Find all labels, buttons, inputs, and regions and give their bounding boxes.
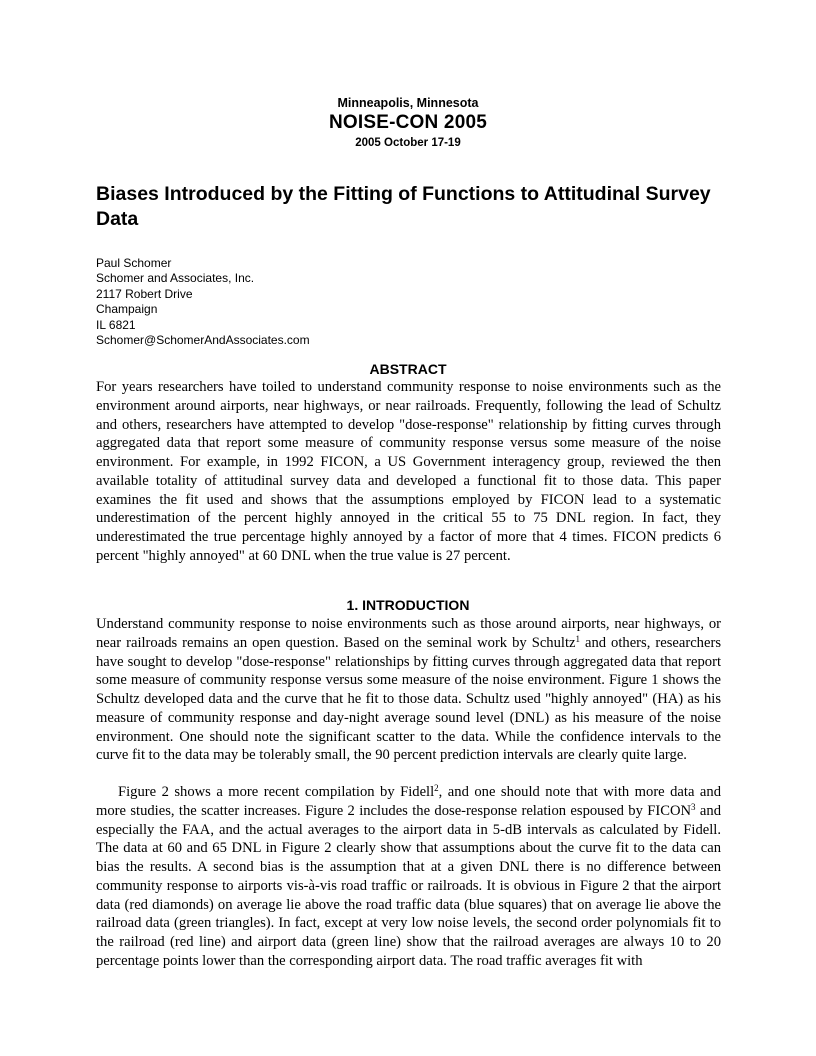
reference-1-superscript: 1: [575, 633, 580, 644]
abstract-text: For years researchers have toiled to understand community response to noise environments such as the environment around airports, near highways, or near railroads. Frequently, following the lead of Schultz and others, researchers have attempted to develop "dose-response" relationship by fitting curves through aggregated data that report some measure of community response versus some measure of the noise environment. For example, in 1992 FICON, a US Government interagency group, reviewed the then available totality of attitudinal survey data and developed a functional fit to those data. This paper examines the fit used and shows that the assumptions employed by FICON lead to a systematic underestimation of the percent highly annoyed in the critical 55 to 75 DNL region. In fact, they underestimated the true percentage highly annoyed by a factor of more that 4 times. FICON predicts 6 percent "highly annoyed" at 60 DNL when the true value is 27 percent.: [96, 379, 721, 564]
conference-name: NOISE-CON 2005: [328, 112, 488, 133]
intro-p2-text-b: , and one should note that with more data and more studies, the scatter increases. Figure 2 includes the dose-response relation espoused by FICON: [96, 784, 721, 819]
author-state-zip: IL 6821: [96, 317, 136, 332]
introduction-paragraph-1: [96, 615, 721, 765]
author-block: [96, 256, 596, 348]
intro-p1-text-b: and others, researchers have sought to develop "dose-response" relationships by fitting curves through aggregated data that report some measure of community response versus some measure of the noise environment. Figure 1 shows the Schultz developed data and the curve that he fit to those data. Schultz used "highly annoyed" (HA) as his measure of community response and day-night average sound level (DNL) as his measure of the noise environment. One should note the significant scatter to the data. While the confidence intervals to the curve fit to the data may be tolerably small, the 90 percent prediction intervals are clearly quite large.: [96, 634, 721, 764]
introduction-heading: 1. INTRODUCTION: [346, 597, 470, 613]
author-street: 2117 Robert Drive: [96, 286, 193, 301]
introduction-paragraph-2: [96, 783, 721, 971]
author-name: Paul Schomer: [96, 256, 172, 270]
author-organization: Schomer and Associates, Inc.: [96, 271, 255, 286]
conference-location: Minneapolis, Minnesota: [337, 96, 479, 110]
conference-dates: 2005 October 17-19: [355, 137, 461, 149]
intro-p2-text-a: Figure 2 shows a more recent compilation by Fidell: [118, 784, 435, 800]
author-city: Champaign: [96, 302, 158, 317]
reference-2-superscript: 2: [434, 783, 439, 793]
intro-p1-text-a: Understand community response to noise environments such as those around airports, near highways, or near railroads remains an open question. Based on the seminal work by Schultz: [96, 616, 721, 651]
paper-title: Biases Introduced by the Fitting of Functions to Attitudinal Survey Data: [96, 183, 711, 230]
reference-3-superscript: 3: [691, 801, 696, 812]
author-email: Schomer@SchomerAndAssociates.com: [96, 333, 310, 348]
intro-p2-text-c: and especially the FAA, and the actual averages to the airport data in 5-dB intervals as calculated by Fidell. The data at 60 and 65 DNL in Figure 2 clearly show that assumptions about the curve fit to the data can bias the results. A second bias is the assumption that at a given DNL there is no difference between community response to airports vis-à-vis road traffic or railroads. It is obvious in Figure 2 that the airport data (red diamonds) on average lie above the road traffic data (blue squares) that on average lie above the railroad data (green triangles). In fact, except at very low noise levels, the second order polynomials fit to the railroad (red line) and airport data (green line) show that the railroad averages are always 10 to 20 percentage points lower than the corresponding airport data. The road traffic averages fit with: [96, 802, 721, 969]
abstract-heading: ABSTRACT: [369, 361, 447, 377]
